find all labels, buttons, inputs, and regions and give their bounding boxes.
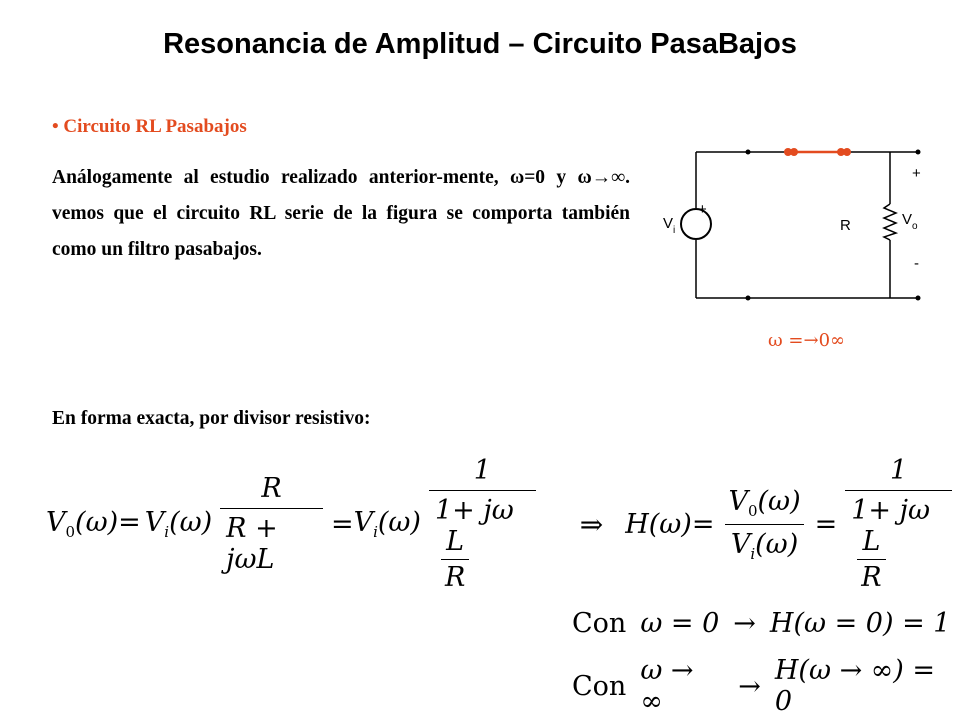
eq-vi-2: $V_i(\omega)$ xyxy=(353,507,421,541)
arrow-right-icon: → xyxy=(738,670,761,702)
slide-title: Resonancia de Amplitud – Circuito PasaBajos xyxy=(163,28,797,60)
eq-h: H(ω)= xyxy=(625,508,715,540)
eq-equals-3: = xyxy=(814,508,838,540)
subheading: En forma exacta, por divisor resistivo: xyxy=(52,408,371,429)
node-dot xyxy=(790,148,798,156)
resistor-icon xyxy=(884,204,896,240)
condition-row-high xyxy=(572,655,960,717)
omega-range-label: ω =→0∞ xyxy=(768,330,846,351)
source-label: $V_i$ xyxy=(663,215,676,236)
node-dot xyxy=(916,296,921,301)
node-dot xyxy=(843,148,851,156)
arrow-right-icon: → xyxy=(733,608,756,639)
condition-result: H(ω → ∞) = 0 xyxy=(774,655,936,717)
output-minus: - xyxy=(914,255,919,272)
implies-arrow-icon: ⇒ xyxy=(579,507,604,541)
fraction-1: $\frac{R}{\text{R + jωL}}$ xyxy=(220,473,323,575)
rl-circuit-diagram xyxy=(650,130,950,360)
node-dot xyxy=(916,150,921,155)
eq-lhs: $V_0(\omega)=$ xyxy=(46,507,141,541)
output-plus: + xyxy=(912,165,921,182)
condition-label: Con xyxy=(572,670,627,702)
transfer-function-equation xyxy=(46,455,960,593)
output-label: $V_o$ xyxy=(902,211,918,232)
eq-equals-2: = xyxy=(330,508,354,540)
condition-label: Con xyxy=(572,608,627,639)
source-plus: + xyxy=(698,201,707,218)
fraction-3: $\frac{V_0(\omega)}{V_i(\omega)}$ xyxy=(722,486,806,563)
fraction-4: 1 1+ jω $\frac{L}{R}$ xyxy=(845,455,952,593)
condition-result: H(ω = 0) = 1 xyxy=(769,608,951,639)
bullet-heading: • Circuito RL Pasabajos xyxy=(52,116,247,137)
condition-value: ω = 0 xyxy=(640,608,720,639)
fraction-2: 1 1+ jω $\frac{L}{R}$ xyxy=(429,455,536,593)
node-dot xyxy=(746,150,751,155)
node-dot xyxy=(746,296,751,301)
eq-vi: $V_i(\omega)$ xyxy=(144,507,213,541)
resistor-label: R xyxy=(840,217,851,234)
condition-row-low xyxy=(572,608,950,639)
body-paragraph: Análogamente al estudio realizado anterior-mente, ω=0 y ω→∞. vemos que el circuito RL serie de la figura se comporta también como un filtro pasabajos. xyxy=(52,167,630,260)
condition-value: ω → ∞ xyxy=(640,655,694,717)
